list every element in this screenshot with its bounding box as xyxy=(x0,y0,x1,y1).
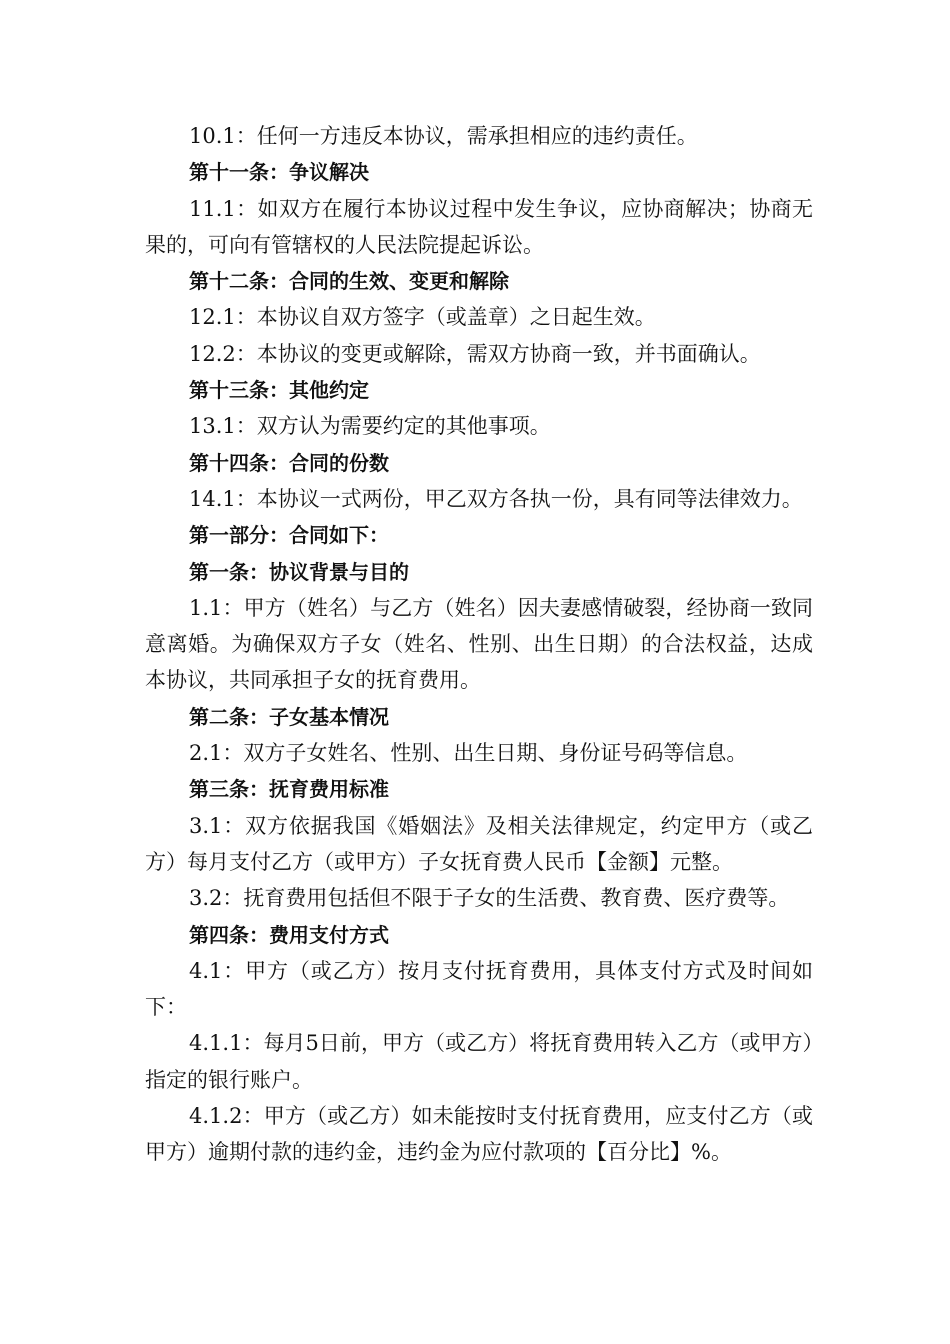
clause-2-1: 2.1：双方子女姓名、性别、出生日期、身份证号码等信息。 xyxy=(189,741,748,766)
clause-11-1: 11.1：如双方在履行本协议过程中发生争议，应协商解决；协商无果的，可向有管辖权的人民法院提起诉讼。 xyxy=(145,196,813,257)
part-1-heading: 第一部分：合同如下： xyxy=(189,523,389,548)
document-page xyxy=(145,118,813,1171)
article-4-heading: 第四条：费用支付方式 xyxy=(189,922,389,947)
article-13-heading: 第十三条：其他约定 xyxy=(189,378,369,403)
clause-13-1: 13.1：双方认为需要约定的其他事项。 xyxy=(189,414,551,439)
article-14-heading: 第十四条：合同的份数 xyxy=(189,450,389,475)
clause-12-1: 12.1：本协议自双方签字（或盖章）之日起生效。 xyxy=(189,305,656,330)
clause-14-1: 14.1：本协议一式两份，甲乙双方各执一份，具有同等法律效力。 xyxy=(189,486,803,511)
clause-4-1-1: 4.1.1：每月5日前，甲方（或乙方）将抚育费用转入乙方（或甲方）指定的银行账户。 xyxy=(145,1031,813,1092)
article-12-heading: 第十二条：合同的生效、变更和解除 xyxy=(189,269,509,294)
article-11-heading: 第十一条：争议解决 xyxy=(189,160,369,185)
article-2-heading: 第二条：子女基本情况 xyxy=(189,704,389,729)
clause-3-1: 3.1：双方依据我国《婚姻法》及相关法律规定，约定甲方（或乙方）每月支付乙方（或甲方）子女抚育费人民币【金额】元整。 xyxy=(145,813,813,874)
clause-10-1: 10.1：任何一方违反本协议，需承担相应的违约责任。 xyxy=(189,124,698,148)
clause-4-1-2: 4.1.2：甲方（或乙方）如未能按时支付抚育费用，应支付乙方（或甲方）逾期付款的违约金，违约金为应付款项的【百分比】%。 xyxy=(145,1104,813,1165)
clause-4-1: 4.1：甲方（或乙方）按月支付抚育费用，具体支付方式及时间如下： xyxy=(145,958,813,1020)
article-1-heading: 第一条：协议背景与目的 xyxy=(189,559,409,584)
clause-12-2: 12.2：本协议的变更或解除，需双方协商一致，并书面确认。 xyxy=(189,341,761,366)
article-3-heading: 第三条：抚育费用标准 xyxy=(189,777,389,802)
clause-1-1: 1.1：甲方（姓名）与乙方（姓名）因夫妻感情破裂，经协商一致同意离婚。为确保双方子女（姓名、性别、出生日期）的合法权益，达成本协议，共同承担子女的抚育费用。 xyxy=(145,595,813,693)
clause-3-2: 3.2：抚育费用包括但不限于子女的生活费、教育费、医疗费等。 xyxy=(189,886,790,911)
